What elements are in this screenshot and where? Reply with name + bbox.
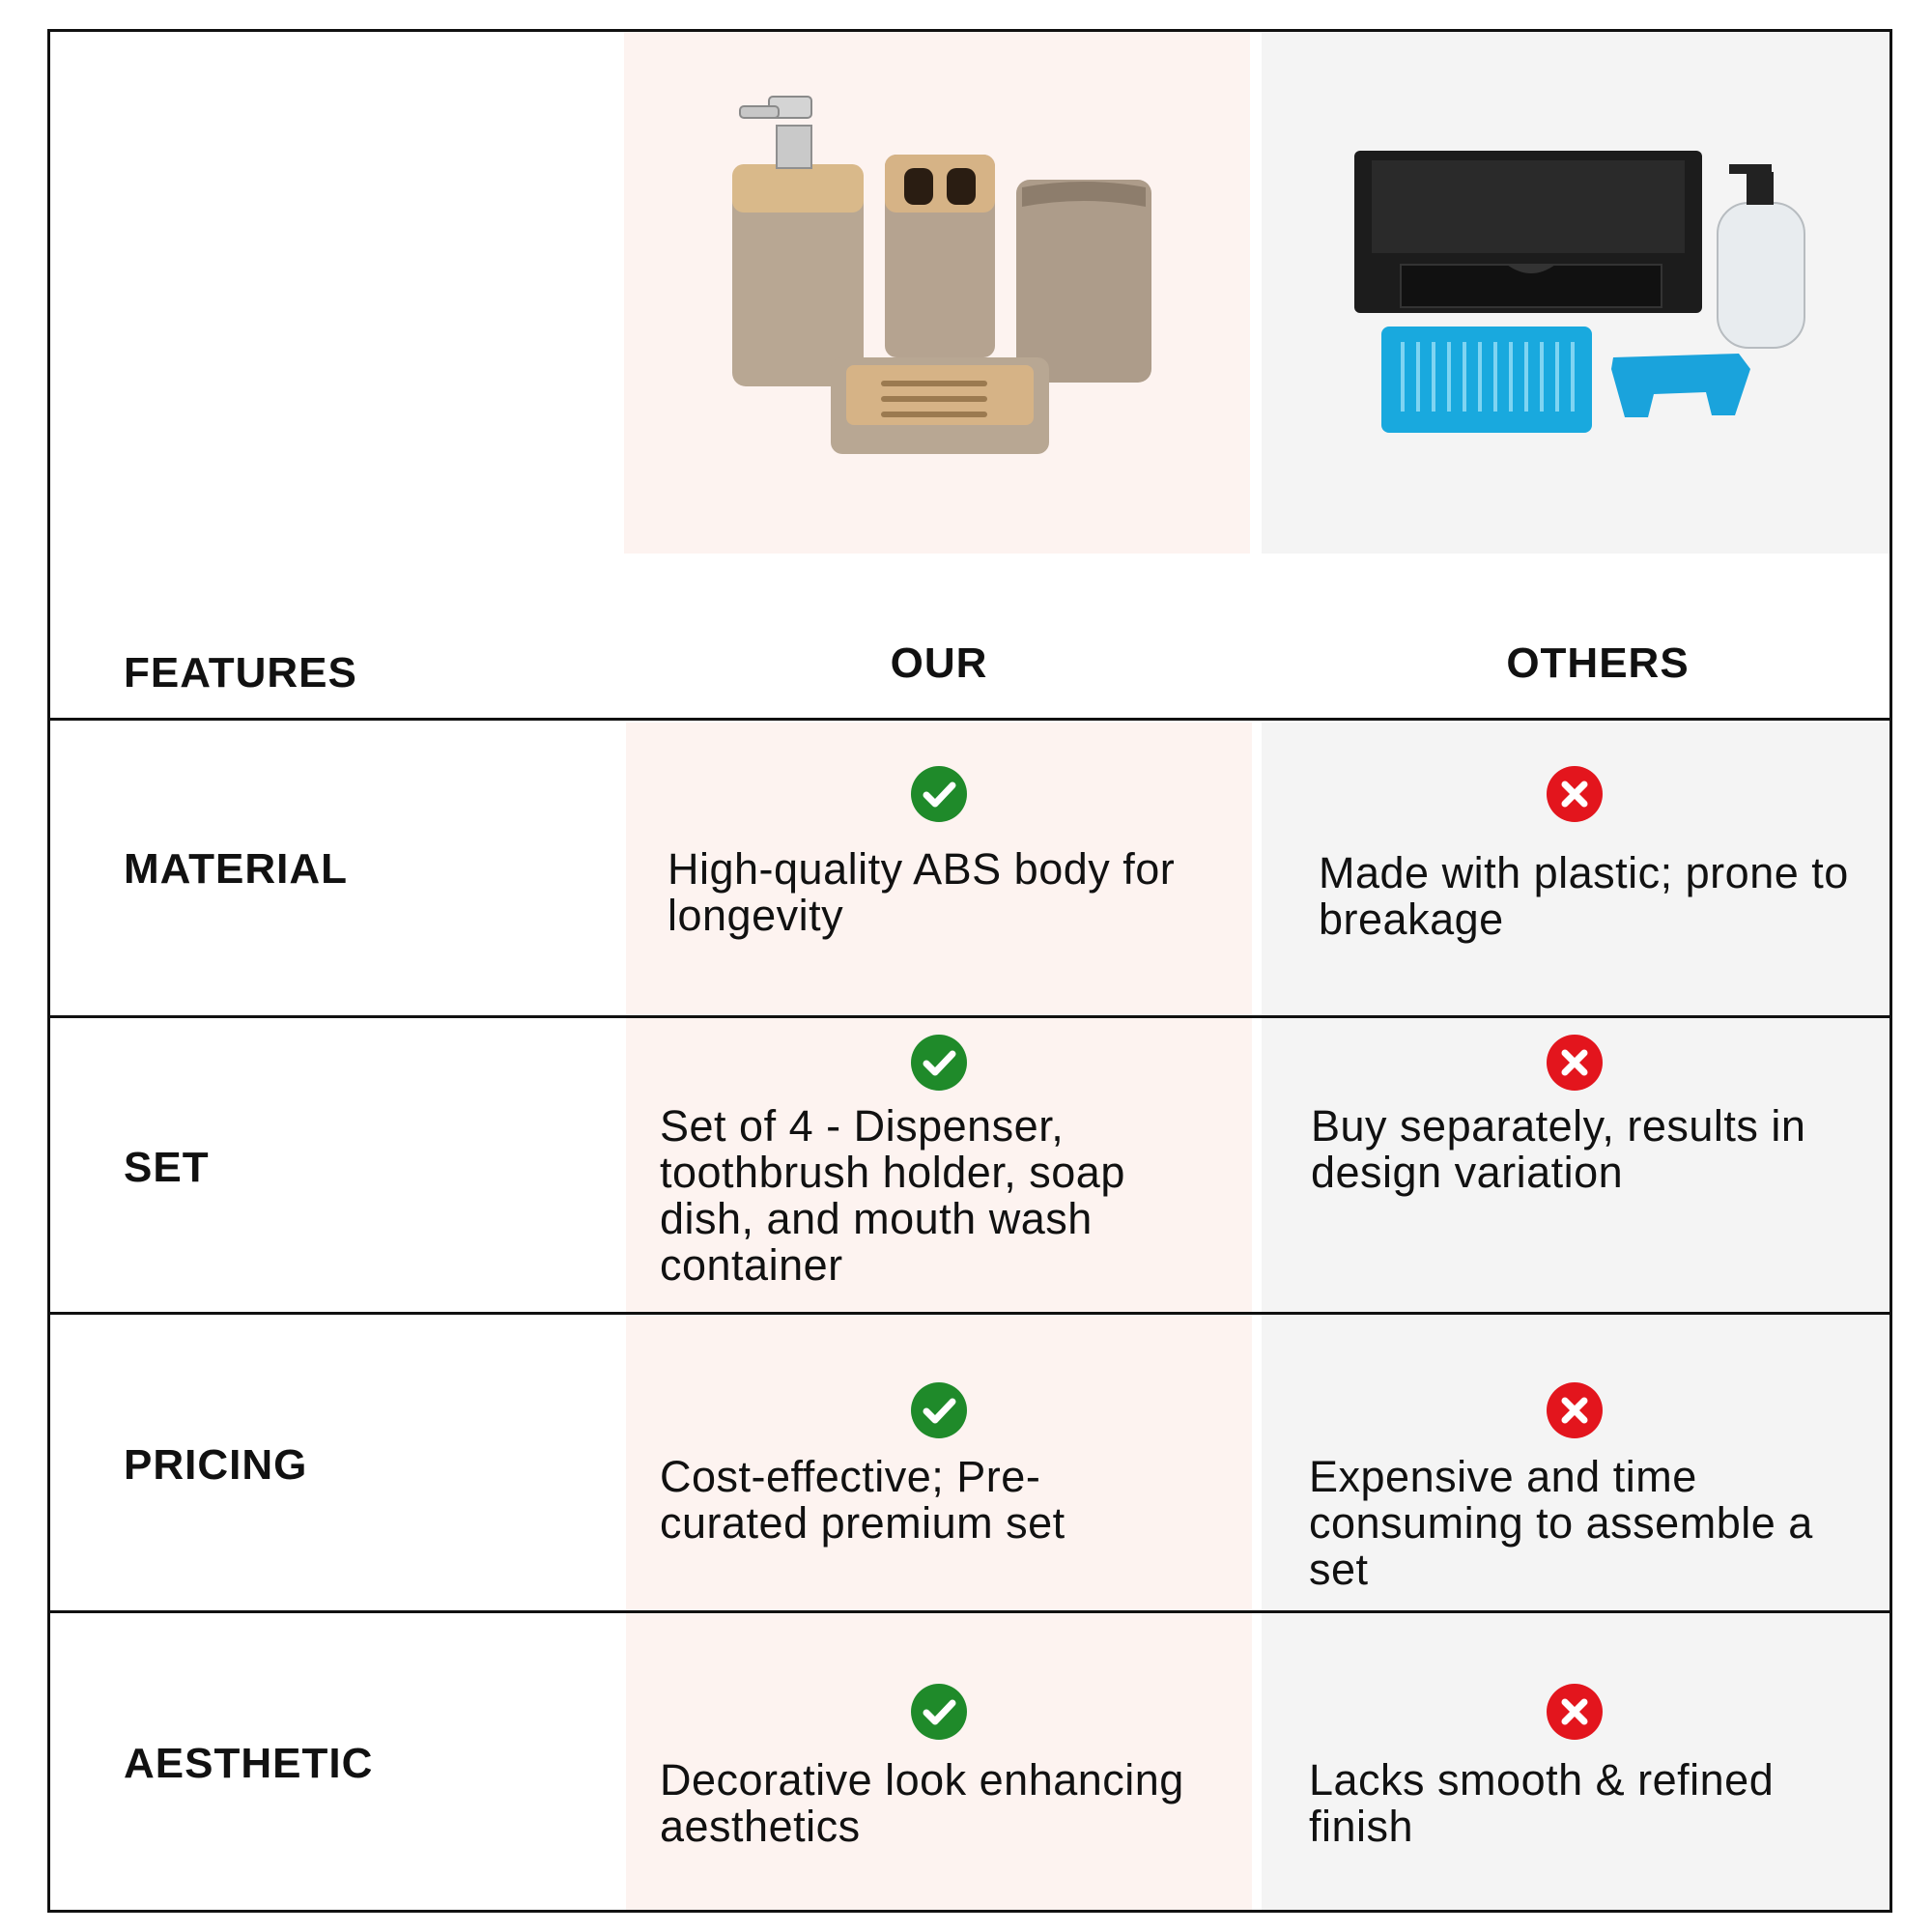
header-divider: [47, 718, 1892, 721]
row-divider: [47, 1610, 1892, 1613]
our-set-description: Set of 4 - Dispenser, toothbrush holder, soap dish, and mouth wash container: [660, 1101, 1125, 1290]
cross-circle-icon: [1547, 1684, 1603, 1740]
others-column-header: OTHERS: [1506, 639, 1690, 687]
check-circle-icon: [911, 1684, 967, 1740]
cross-circle-icon: [1547, 1382, 1603, 1438]
check-circle-icon: [911, 1382, 967, 1438]
others-bathroom-items-image: [1333, 68, 1835, 454]
others-aesthetic-description: Lacks smooth & refined finish: [1309, 1755, 1775, 1851]
check-circle-icon: [911, 766, 967, 822]
our-column-header: OUR: [890, 639, 988, 687]
check-circle-icon: [911, 1035, 967, 1091]
our-material-description: High-quality ABS body for longevity: [668, 844, 1176, 940]
our-pricing-description: Cost-effective; Pre-curated premium set: [660, 1452, 1065, 1548]
feature-label-material: MATERIAL: [124, 845, 349, 893]
cross-circle-icon: [1547, 766, 1603, 822]
our-bathroom-set-image: [715, 87, 1179, 473]
feature-label-aesthetic: AESTHETIC: [124, 1740, 374, 1787]
row-divider: [47, 1312, 1892, 1315]
others-set-description: Buy separately, results in design variation: [1311, 1101, 1806, 1197]
cross-circle-icon: [1547, 1035, 1603, 1091]
others-material-description: Made with plastic; prone to breakage: [1319, 848, 1849, 944]
our-aesthetic-description: Decorative look enhancing aesthetics: [660, 1755, 1184, 1851]
feature-label-set: SET: [124, 1144, 210, 1191]
row-divider: [47, 1015, 1892, 1018]
others-pricing-description: Expensive and time consuming to assemble a set: [1309, 1452, 1813, 1594]
feature-label-pricing: PRICING: [124, 1441, 308, 1489]
features-header: FEATURES: [124, 649, 357, 696]
